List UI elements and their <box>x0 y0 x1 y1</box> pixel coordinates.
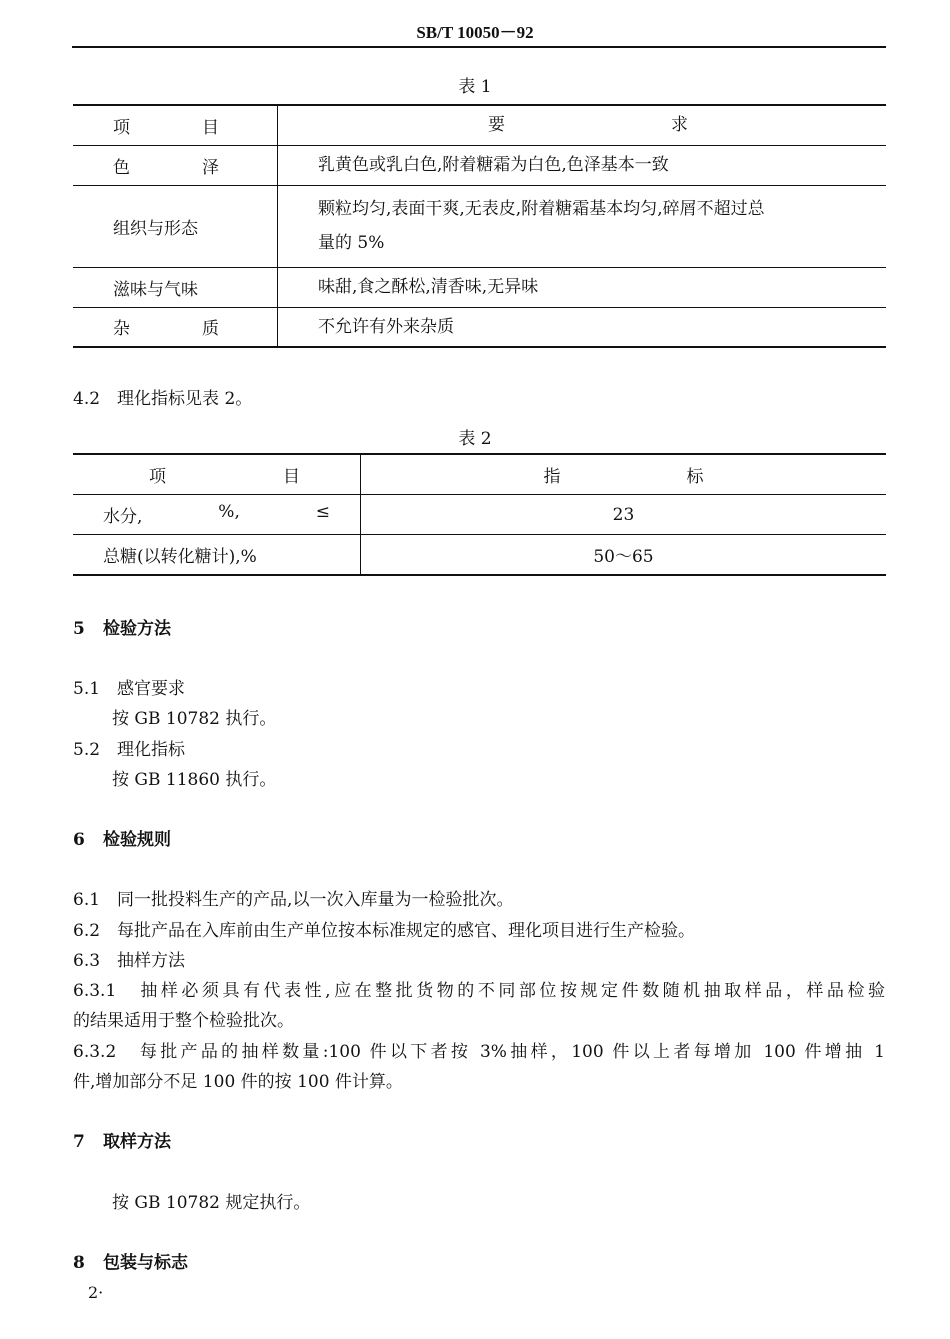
table1 <box>73 104 886 348</box>
section-6-2: 6.2 每批产品在入库前由生产单位按本标准规定的感官、理化项目进行生产检验。 <box>73 921 696 941</box>
section-6-heading: 6 检验规则 <box>73 830 171 850</box>
section-6-3-2-line2: 件,增加部分不足 100 件的按 100 件计算。 <box>73 1072 403 1092</box>
page-number: 2· <box>88 1283 104 1302</box>
table1-caption: 表 1 <box>458 77 492 97</box>
table2 <box>73 453 886 576</box>
table-row: 杂 质 不允许有外来杂质 <box>73 307 886 347</box>
table2-header-row: 项 目 指 标 <box>73 454 886 495</box>
table2-caption: 表 2 <box>458 429 492 449</box>
table-row: 总糖(以转化糖计),% 50～65 <box>73 535 886 576</box>
table-row: 水分, %, ≤ 23 <box>73 495 886 535</box>
table1-header-row <box>73 105 886 145</box>
para-4-2: 4.2 理化指标见表 2。 <box>73 389 253 409</box>
section-7-text: 按 GB 10782 规定执行。 <box>112 1193 311 1213</box>
section-6-3-1-line1: 6.3.1 抽样必须具有代表性,应在整批货物的不同部位按规定件数随机抽取样品，样品检验 <box>73 981 885 1001</box>
table-row: 组织与形态 颗粒均匀,表面干爽,无表皮,附着糖霜基本均匀,碎屑不超过总 量的 5% <box>73 185 886 267</box>
section-8-heading: 8 包装与标志 <box>73 1253 188 1273</box>
section-5-2-text: 按 GB 11860 执行。 <box>112 770 277 790</box>
table1-header-req: 要 求 <box>278 105 887 145</box>
table-row: 色 泽 乳黄色或乳白色,附着糖霜为白色,色泽基本一致 <box>73 145 886 185</box>
section-5-2-title: 5.2 理化指标 <box>73 740 186 760</box>
section-6-3-2-line1: 6.3.2 每批产品的抽样数量:100 件以下者按 3%抽样，100 件以上者每增加 100 件增抽 1 <box>73 1042 885 1062</box>
section-6-3: 6.3 抽样方法 <box>73 951 186 971</box>
section-6-3-1-line2: 的结果适用于整个检验批次。 <box>73 1011 294 1031</box>
section-5-1-text: 按 GB 10782 执行。 <box>112 709 277 729</box>
table-row: 滋味与气味 味甜,食之酥松,清香味,无异味 <box>73 267 886 307</box>
table1-header-item: 项 目 <box>73 105 278 145</box>
section-6-1: 6.1 同一批投料生产的产品,以一次入库量为一检验批次。 <box>73 890 514 910</box>
section-7-heading: 7 取样方法 <box>73 1132 171 1152</box>
document-header: SB/T 10050－92 <box>416 23 534 42</box>
header-rule <box>72 46 886 48</box>
section-5-heading: 5 检验方法 <box>73 619 171 639</box>
section-5-1-title: 5.1 感官要求 <box>73 679 186 699</box>
